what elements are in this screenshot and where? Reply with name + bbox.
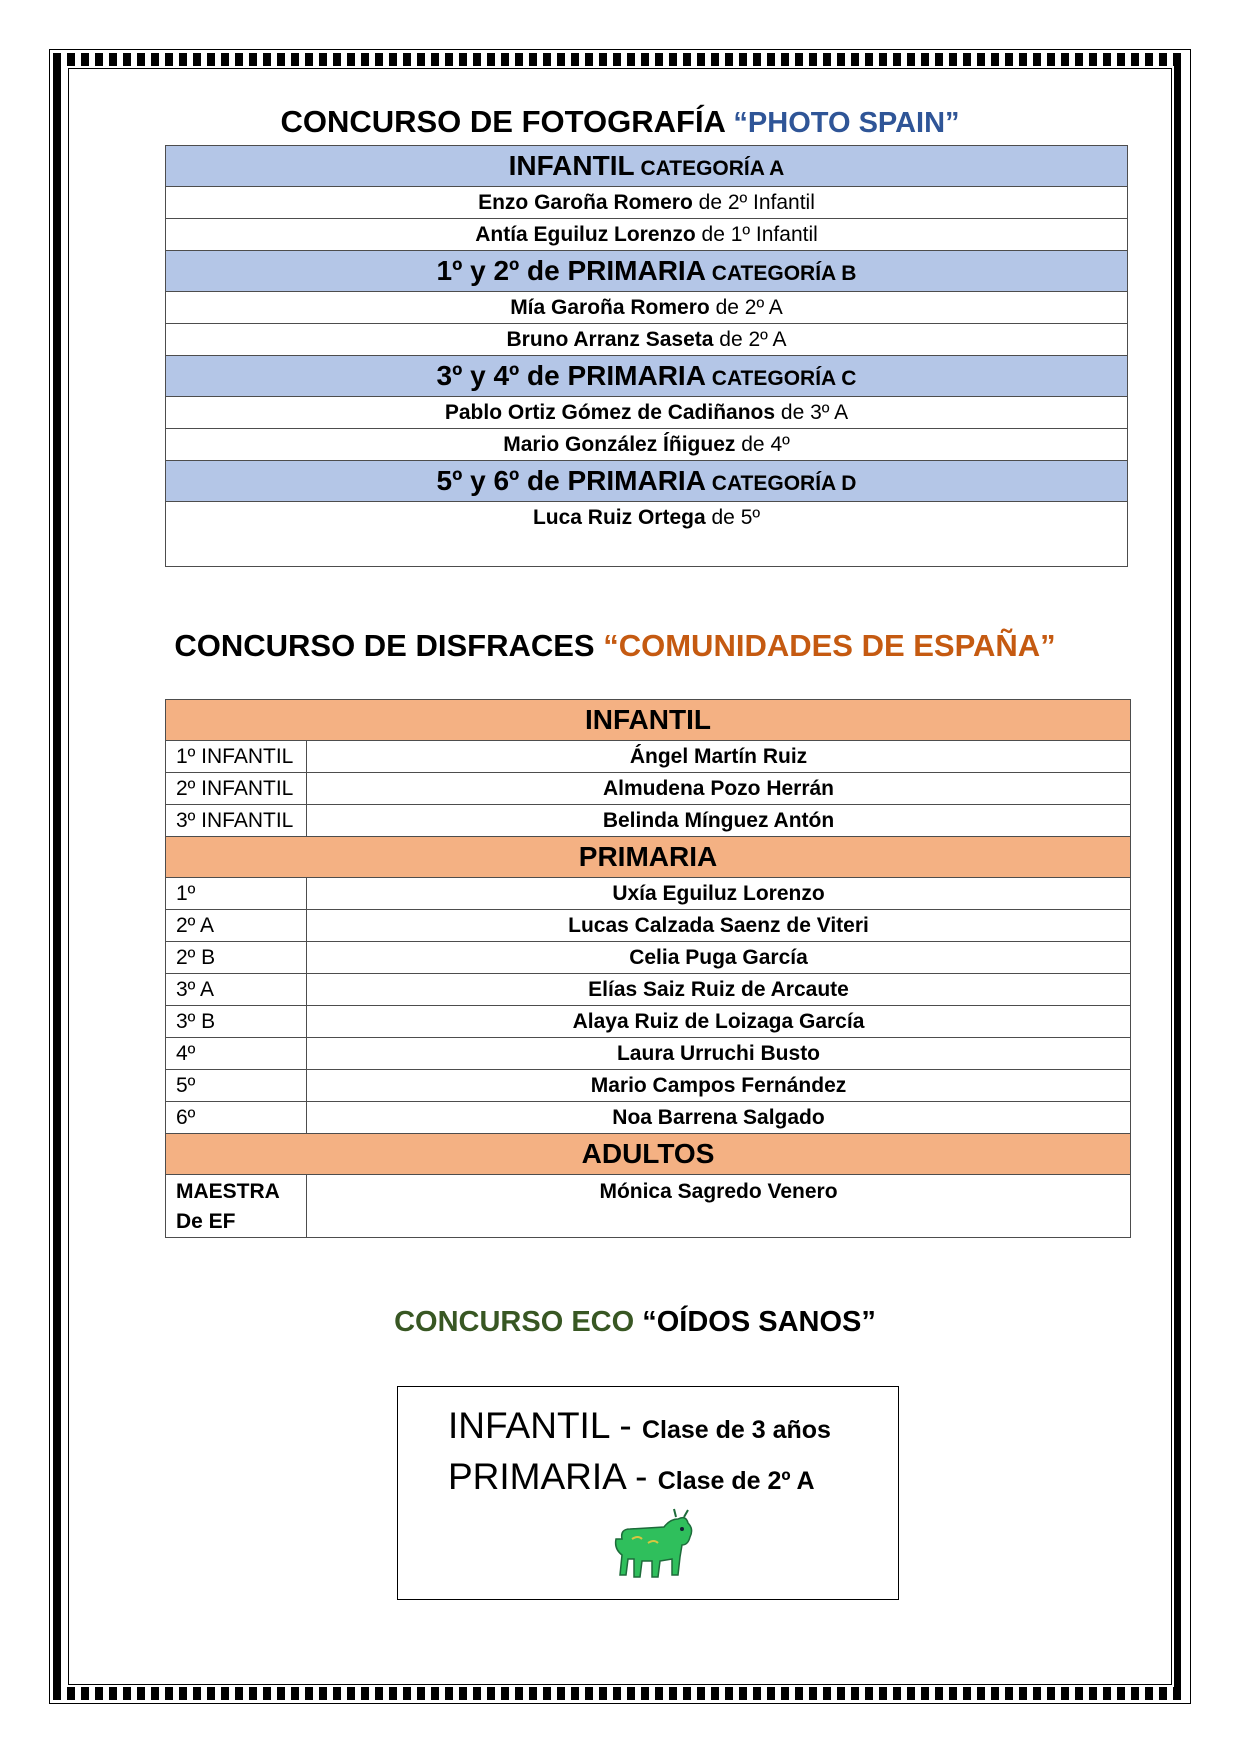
table-row: Bruno Arranz Saseta de 2º A xyxy=(166,324,1128,356)
costume-title-main: CONCURSO DE DISFRACES xyxy=(174,628,595,663)
costume-title-quote: “COMUNIDADES DE ESPAÑA” xyxy=(603,628,1056,663)
table-row: Mario González Íñiguez de 4º xyxy=(166,429,1128,461)
table-row: 3º A Elías Saiz Ruiz de Arcaute xyxy=(166,974,1131,1006)
table-row: 2º B Celia Puga García xyxy=(166,942,1131,974)
eco-title-quote: “OÍDOS SANOS” xyxy=(642,1306,876,1338)
table-row: Enzo Garoña Romero de 2º Infantil xyxy=(166,187,1128,219)
photo-title-quote: “PHOTO SPAIN” xyxy=(733,107,960,139)
table-row: Luca Ruiz Ortega de 5º xyxy=(166,502,1128,567)
photo-group-header: 5º y 6º de PRIMARIA CATEGORÍA D xyxy=(166,461,1128,502)
table-row: Antía Eguiluz Lorenzo de 1º Infantil xyxy=(166,219,1128,251)
eco-title-main: CONCURSO ECO xyxy=(394,1306,635,1338)
table-row: 1º Uxía Eguiluz Lorenzo xyxy=(166,878,1131,910)
table-row: 2º INFANTIL Almudena Pozo Herrán xyxy=(166,773,1131,805)
photo-group-header: 3º y 4º de PRIMARIA CATEGORÍA C xyxy=(166,356,1128,397)
table-row: MAESTRA De EF Mónica Sagredo Venero xyxy=(166,1175,1131,1238)
table-row: 3º INFANTIL Belinda Mínguez Antón xyxy=(166,805,1131,837)
photo-title-main: CONCURSO DE FOTOGRAFÍA xyxy=(280,104,725,139)
green-animal-drawing xyxy=(608,1505,700,1589)
table-row: Pablo Ortiz Gómez de Cadiñanos de 3º A xyxy=(166,397,1128,429)
costume-results-table xyxy=(165,699,1131,1238)
eco-line-infantil: INFANTIL - Clase de 3 años xyxy=(448,1405,831,1446)
table-row: 1º INFANTIL Ángel Martín Ruiz xyxy=(166,741,1131,773)
eco-winners-box xyxy=(397,1386,899,1600)
photo-results-table xyxy=(165,145,1128,567)
table-row: 6º Noa Barrena Salgado xyxy=(166,1102,1131,1134)
costume-section-header: INFANTIL xyxy=(166,700,1131,741)
photo-contest-title xyxy=(0,104,1240,140)
table-row: Mía Garoña Romero de 2º A xyxy=(166,292,1128,324)
table-row: 5º Mario Campos Fernández xyxy=(166,1070,1131,1102)
table-row: 4º Laura Urruchi Busto xyxy=(166,1038,1131,1070)
eco-contest-title xyxy=(15,1306,1240,1339)
photo-group-header: 1º y 2º de PRIMARIA CATEGORÍA B xyxy=(166,251,1128,292)
photo-group-header: INFANTIL CATEGORÍA A xyxy=(166,146,1128,187)
costume-section-header: ADULTOS xyxy=(166,1134,1131,1175)
table-row: 3º B Alaya Ruiz de Loizaga García xyxy=(166,1006,1131,1038)
eco-line-primaria: PRIMARIA - Clase de 2º A xyxy=(448,1456,815,1497)
costume-contest-title xyxy=(0,628,1235,664)
table-row: 2º A Lucas Calzada Saenz de Viteri xyxy=(166,910,1131,942)
costume-section-header: PRIMARIA xyxy=(166,837,1131,878)
